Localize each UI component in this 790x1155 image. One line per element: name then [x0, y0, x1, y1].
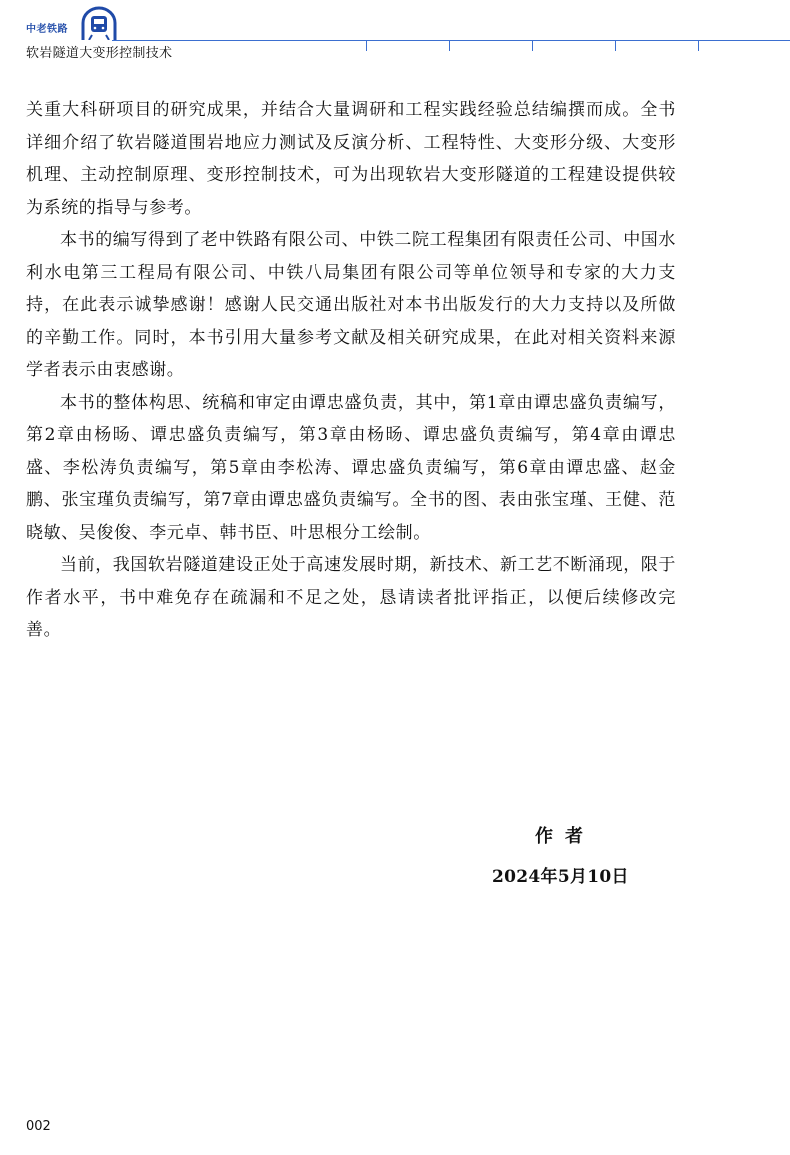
brand-name: 中老铁路 — [26, 24, 68, 35]
page-number: 002 — [26, 1119, 51, 1134]
header-tick — [449, 40, 450, 51]
preface-body — [26, 94, 676, 647]
header-tick — [366, 40, 367, 51]
header-tick — [698, 40, 699, 51]
header-tick — [532, 40, 533, 51]
paragraph: 本书的整体构思、统稿和审定由谭忠盛负责，其中，第1章由谭忠盛负责编写，第2章由杨旸、谭忠盛负责编写，第3章由杨旸、谭忠盛负责编写，第4章由谭忠盛、李松涛负责编写，第5章由李松涛、谭忠盛负责编写，第6章由谭忠盛、赵金鹏、张宝瑾负责编写，第7章由谭忠盛负责编写。全书的图、表由张宝瑾、王健、范晓敏、吴俊俊、李元卓、韩书臣、叶思根分工绘制。 — [26, 392, 676, 543]
header-rule — [112, 40, 790, 41]
header-tick — [615, 40, 616, 51]
paragraph: 本书的编写得到了老中铁路有限公司、中铁二院工程集团有限责任公司、中国水利水电第三工程局有限公司、中铁八局集团有限公司等单位领导和专家的大力支持，在此表示诚挚感谢！感谢人民交通出版社对本书出版发行的大力支持以及所做的辛勤工作。同时，本书引用大量参考文献及相关研究成果，在此对相关资料来源学者表示由衷感谢。 — [26, 230, 676, 380]
train-tunnel-icon — [80, 6, 118, 40]
paragraph: 当前，我国软岩隧道建设正处于高速发展时期，新技术、新工艺不断涌现，限于作者水平，书中难免存在疏漏和不足之处，恳请读者批评指正，以便后续修改完善。 — [26, 555, 676, 640]
book-title: 软岩隧道大变形控制技术 — [26, 46, 173, 61]
author-signature: 作者 — [535, 826, 595, 847]
page-header — [0, 0, 790, 62]
signature-date: 2024年5月10日 — [492, 867, 629, 887]
paragraph: 关重大科研项目的研究成果，并结合大量调研和工程实践经验总结编撰而成。全书详细介绍了软岩隧道围岩地应力测试及反演分析、工程特性、大变形分级、大变形机理、主动控制原理、变形控制技术，可为出现软岩大变形隧道的工程建设提供较为系统的指导与参考。 — [26, 100, 676, 218]
